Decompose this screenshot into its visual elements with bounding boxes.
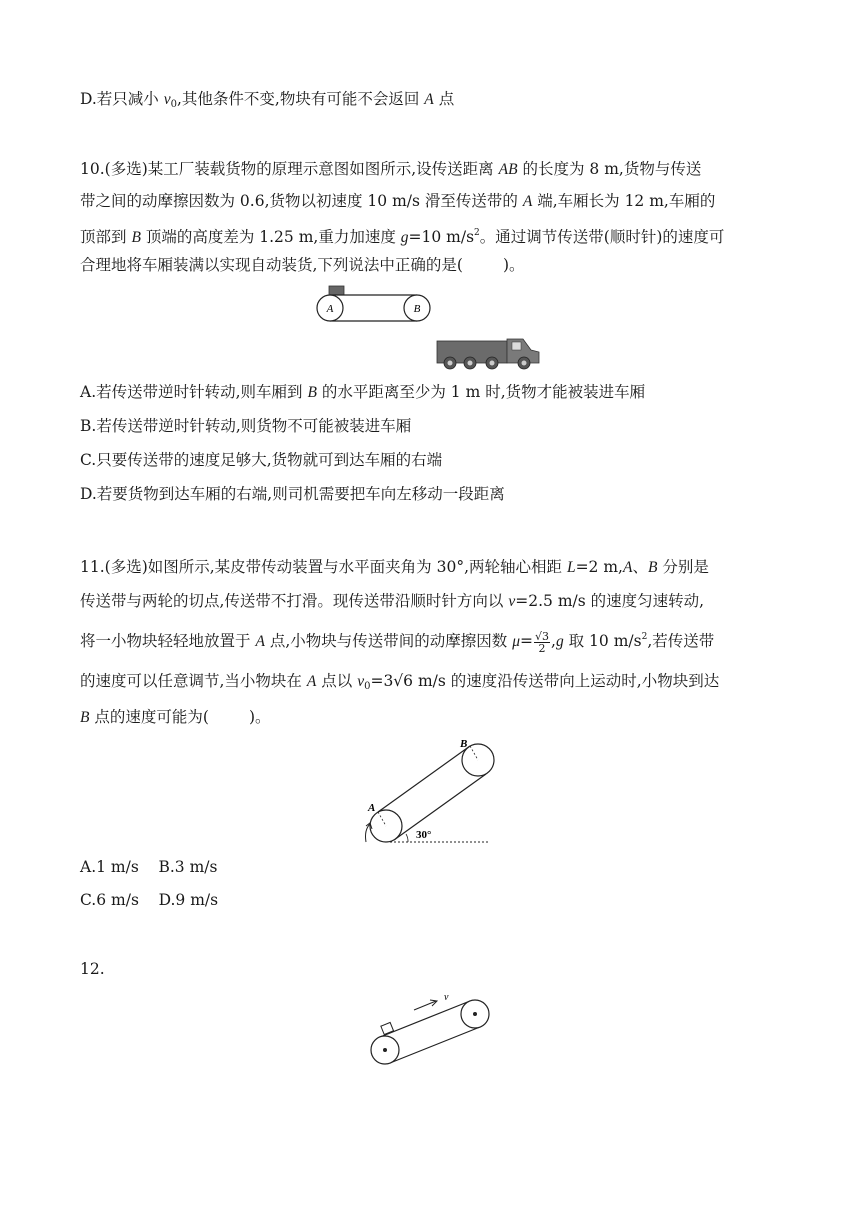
point-b: B [647,559,658,576]
var-v: v [508,593,516,610]
belt-upper [378,746,470,812]
text: 11.(多选)如图所示,某皮带传动装置与水平面夹角为 30°,两轮轴心相距 [80,558,567,576]
angle-label: 30° [416,829,432,841]
text: 点的速度可能为( [89,708,209,726]
q11-stem-line2 [80,590,780,613]
angle-arc [406,834,408,842]
text: =2.5 m/s 的速度匀速转动, [515,592,705,610]
text: 传送带与两轮的切点,传送带不打滑。现传送带沿顺时针方向以 [80,592,509,610]
var-g: g [400,229,409,246]
text: 端,车厢长为 12 m,车厢的 [532,192,716,210]
truck-window [512,342,521,350]
text: 顶部到 [80,228,132,246]
belt-upper [380,1001,470,1037]
text: 、 [632,558,648,576]
text: 分别是 [657,558,709,576]
q11-options-ab: A.1 m/s B.3 m/s [80,858,218,876]
point-b: B [80,709,90,726]
point-a: A [622,559,633,576]
text: 将一小物块轻轻地放置于 [80,632,256,650]
superscript: 2 [474,228,480,238]
q10-option-b: B.若传送带逆时针转动,则货物不可能被装进车厢 [80,417,412,435]
var-l: L [566,559,576,576]
q10-stem-line1 [80,158,780,181]
q10-stem-line2 [80,190,780,213]
text: =3√6 m/s 的速度沿传送带向上运动时,小物块到达 [370,672,720,690]
point-a: A [424,91,434,108]
text: 顶端的高度差为 1.25 m,重力加速度 [140,228,401,246]
subscript: 0 [364,681,371,692]
var-v: v [357,673,365,690]
text: =2 m, [575,558,623,576]
rotation-arrow [366,824,371,842]
belt-lower [394,774,486,840]
text: D.若只减小 [80,90,164,108]
belt-lower [390,1027,480,1063]
text: 的水平距离至少为 1 m 时,货物才能被装进车厢 [316,383,646,401]
q11-stem-line5 [80,706,780,729]
fraction [534,631,550,654]
axle-dot [383,1048,387,1052]
wheel-hub [522,361,527,366]
q11-options-cd: C.6 m/s D.9 m/s [80,891,219,909]
q10-stem-line3 [80,222,780,249]
text: =10 m/s [408,228,475,246]
text: 的长度为 8 m,货物与传送 [517,160,702,178]
q12-inclined-belt-figure [366,990,496,1070]
cargo-block [329,286,344,295]
point-b: B [131,229,141,246]
text: 的速度可以任意调节,当小物块在 [80,672,307,690]
wheel-hub [468,361,473,366]
point-b: B [307,384,317,401]
text: 。通过调节传送带(顺时针)的速度可 [479,228,725,246]
text: 点,小物块与传送带间的动摩擦因数 [264,632,513,650]
var-v: v [163,91,171,108]
q10-option-d: D.若要货物到达车厢的右端,则司机需要把车向左移动一段距离 [80,485,505,503]
fraction-numerator: √3 [534,629,549,643]
q12-number: 12. [80,960,105,978]
q11-stem-line3 [80,624,780,655]
var-g: g [555,633,564,650]
text: 点 [433,90,455,108]
label-b: B [413,303,421,315]
q10-conveyor-figure [310,284,550,374]
text: )。 [248,708,271,726]
text: A.若传送带逆时针转动,则车厢到 [80,383,308,401]
text: 10.(多选)某工厂装载货物的原理示意图如图所示,设传送距离 [80,160,499,178]
segment-ab: AB [498,161,518,178]
text: ,其他条件不变,物块有可能不会返回 [177,90,425,108]
text: 合理地将车厢装满以实现自动装货,下列说法中正确的是( [80,256,463,274]
text: )。 [502,256,525,274]
q11-stem-line4 [80,670,780,698]
q10-option-c: C.只要传送带的速度足够大,货物就可到达车厢的右端 [80,451,443,469]
wheel-hub [490,361,495,366]
subscript: 0 [170,99,177,110]
text: = [519,632,533,650]
var-mu: μ [512,633,520,650]
fraction-denominator: 2 [538,641,546,655]
text: 点以 [316,672,358,690]
q10-stem-line4 [80,254,780,276]
point-a: A [522,193,533,210]
text: 带之间的动摩擦因数为 0.6,货物以初速度 10 m/s 滑至传送带的 [80,192,523,210]
label-b: B [460,738,468,750]
point-a: A [306,673,317,690]
wheel-hub [448,361,453,366]
q11-inclined-belt-figure [356,734,506,849]
truck [437,339,539,369]
text: 取 10 m/s [563,632,642,650]
q9-option-d [80,88,780,116]
text: ,若传送带 [647,632,715,650]
q10-option-a [80,381,780,404]
point-a: A [255,633,265,650]
label-v: v [444,992,449,1003]
q11-stem-line1 [80,556,780,579]
axle-dot [473,1012,477,1016]
label-a: A [368,802,376,814]
text: , [551,632,556,650]
superscript: 2 [641,632,648,642]
label-a: A [326,303,334,315]
